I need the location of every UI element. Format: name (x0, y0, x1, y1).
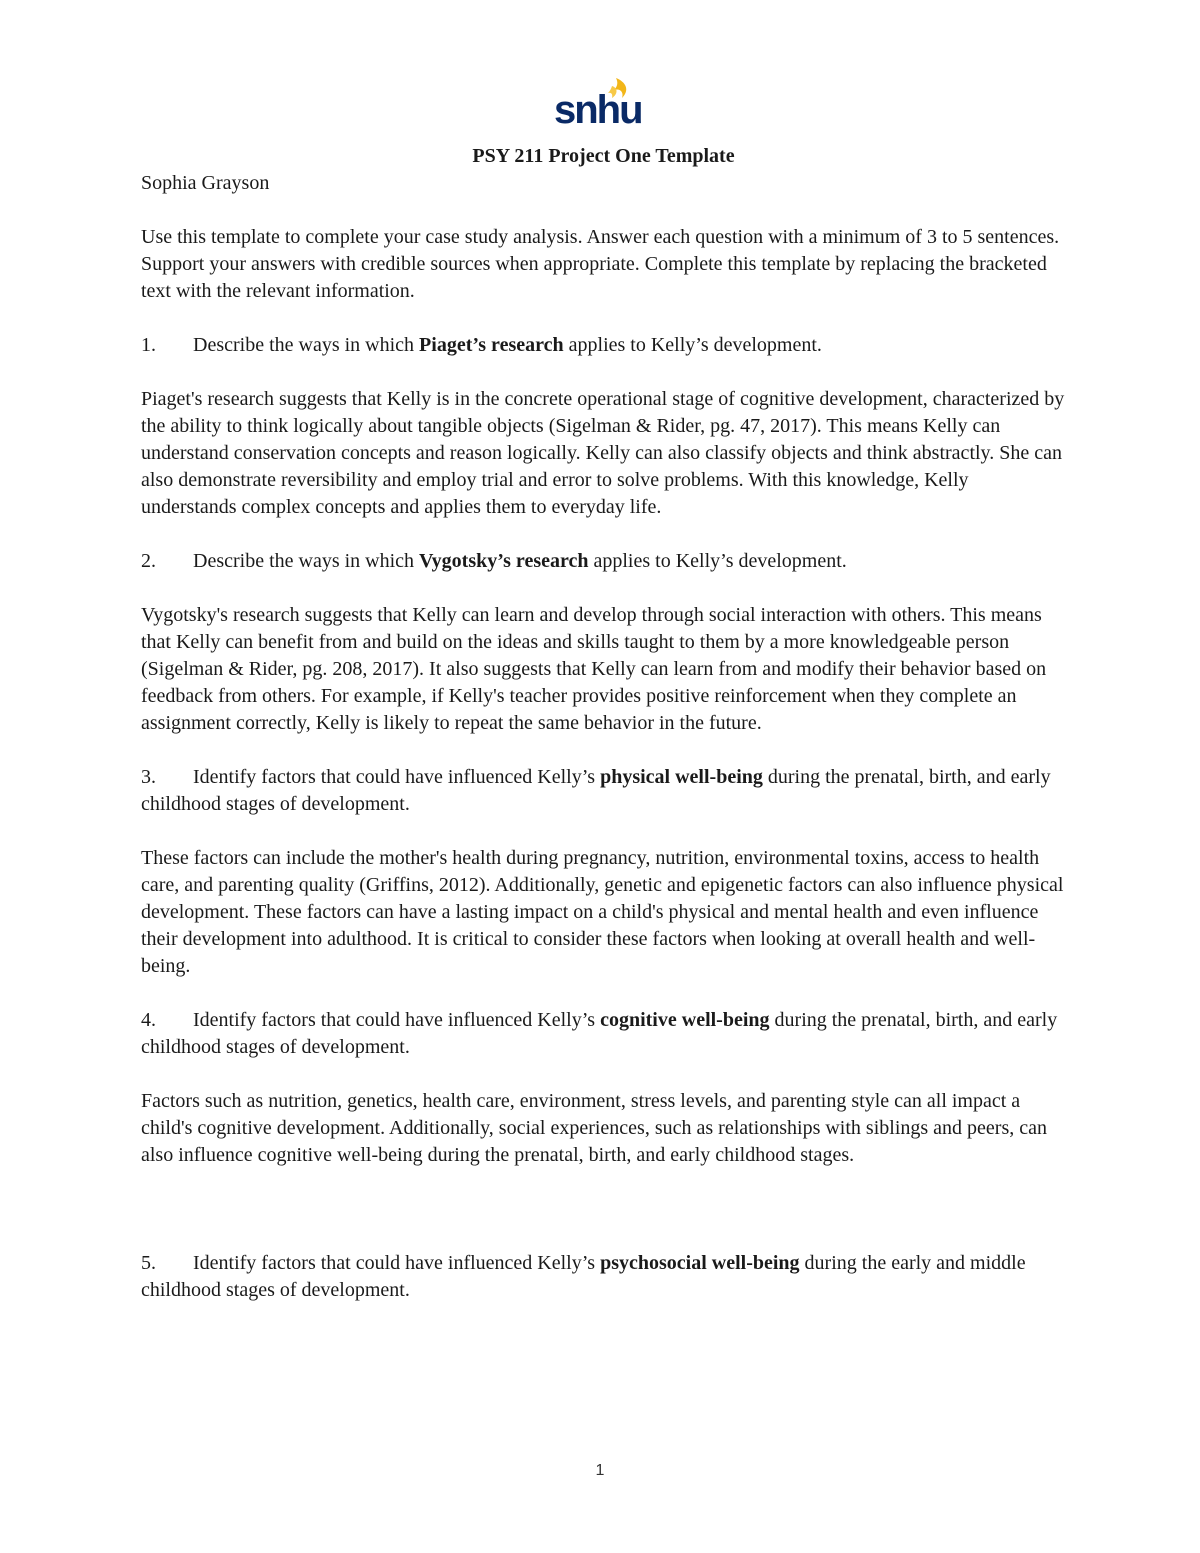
document-title: PSY 211 Project One Template (472, 145, 735, 167)
question-5: 5. Identify factors that could have influenced Kelly’s psychosocial well-being during the early and middle childhood stages of development. (141, 1252, 1026, 1301)
question-1: 1. Describe the ways in which Piaget’s research applies to Kelly’s development. (141, 334, 822, 356)
answer-2: Vygotsky's research suggests that Kelly can learn and develop through social interaction with others. This means that Kelly can benefit from and build on the ideas and skills taught to them by a more knowledgeable person (Sigelman & Rider, pg. 208, 2017). It also suggests that Kelly can learn from and modify their behavior based on feedback from others. For example, if Kelly's teacher provides positive reinforcement when they complete an assignment correctly, Kelly is likely to repeat the same behavior in the future. (141, 604, 1047, 734)
blank-space (141, 1196, 1066, 1250)
logo-wordmark: snhu (554, 88, 642, 132)
question-3: 3. Identify factors that could have influenced Kelly’s physical well-being during the prenatal, birth, and early childhood stages of development. (141, 766, 1051, 815)
question-4: 4. Identify factors that could have influenced Kelly’s cognitive well-being during the prenatal, birth, and early childhood stages of development. (141, 1009, 1058, 1058)
answer-4: Factors such as nutrition, genetics, health care, environment, stress levels, and parenting style can all impact a child's cognitive development. Additionally, social experiences, such as relationships with siblings and peers, can also influence cognitive well-being during the prenatal, birth, and early childhood stages. (141, 1090, 1047, 1166)
document-body (141, 143, 1066, 1331)
author-name: Sophia Grayson (141, 172, 270, 194)
answer-3: These factors can include the mother's health during pregnancy, nutrition, environmental toxins, access to health care, and parenting quality (Griffins, 2012). Additionally, genetic and epigenetic factors can also influence physical development. These factors can have a lasting impact on a child's physical and mental health and even influence their development into adulthood. It is critical to consider these factors when looking at overall health and well-being. (141, 847, 1064, 977)
snhu-logo (554, 76, 642, 132)
intro-paragraph: Use this template to complete your case study analysis. Answer each question with a minimum of 3 to 5 sentences. Support your answers with credible sources when appropriate. Complete this template by replacing the bracketed text with the relevant information. (141, 226, 1060, 302)
answer-1: Piaget's research suggests that Kelly is in the concrete operational stage of cognitive development, characterized by the ability to think logically about tangible objects (Sigelman & Rider, pg. 47, 2017). This means Kelly can understand conservation concepts and reason logically. Kelly can also classify objects and think abstractly. She can also demonstrate reversibility and employ trial and error to solve problems. With this knowledge, Kelly understands complex concepts and applies them to everyday life. (141, 388, 1065, 518)
question-2: 2. Describe the ways in which Vygotsky’s research applies to Kelly’s development. (141, 550, 847, 572)
page-number: 1 (595, 1462, 605, 1479)
